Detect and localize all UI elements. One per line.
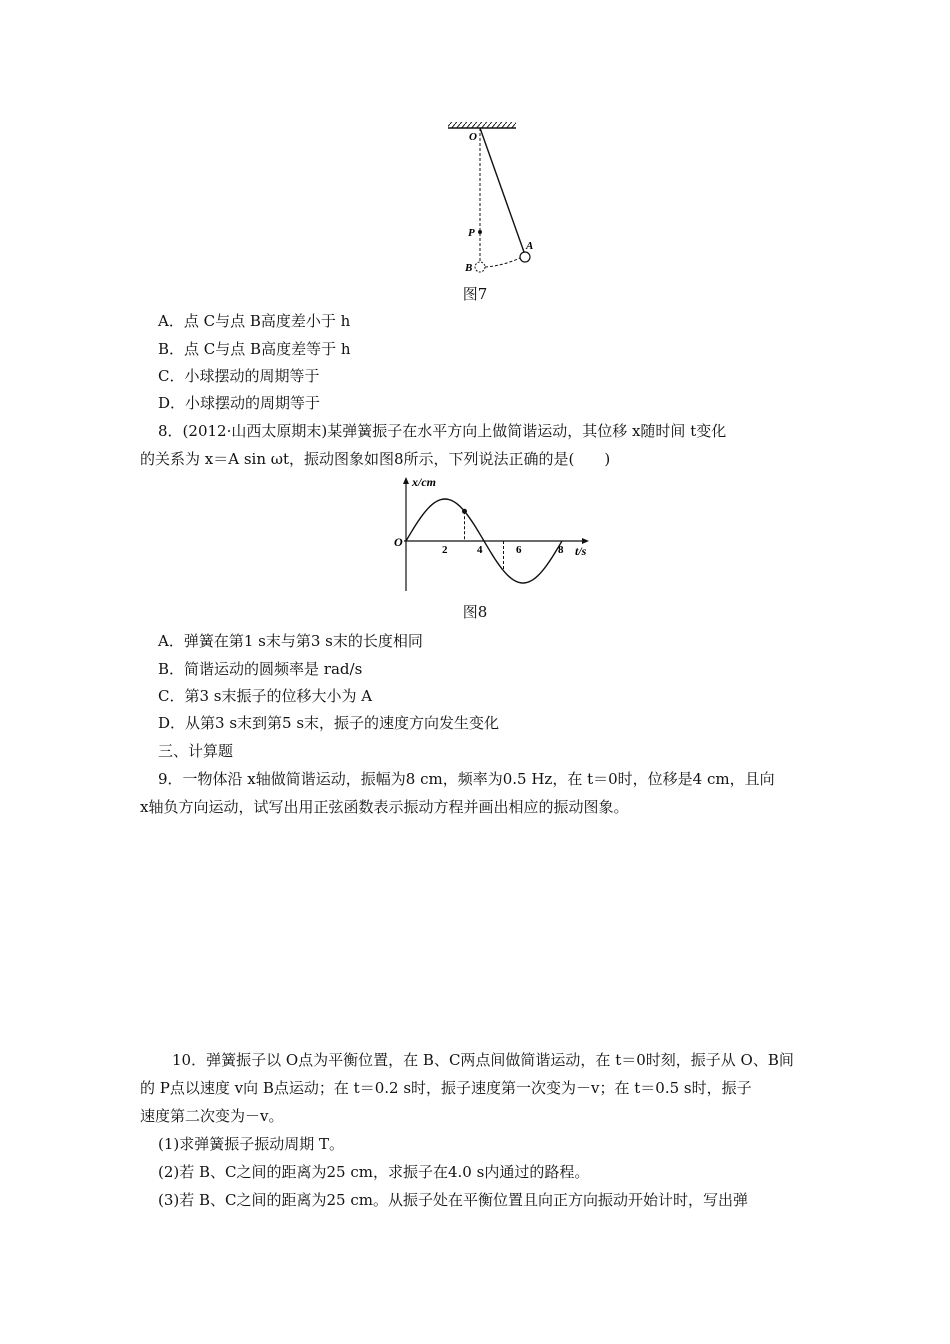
point-t3: [462, 509, 467, 514]
figure-8-caption: 图8: [462, 603, 488, 621]
q7-option-d: D．小球摆动的周期等于: [158, 394, 321, 412]
q10-line1: 10．弹簧振子以 O点为平衡位置，在 B、C两点间做简谐运动，在 t＝0时刻，振子从 O、B间: [172, 1051, 794, 1069]
tick-label-8: 8: [558, 544, 564, 556]
label-o: O: [469, 131, 477, 143]
q8-option-d: D．从第3 s末到第5 s末，振子的速度方向发生变化: [158, 714, 500, 732]
q8-option-c: C．第3 s末振子的位移大小为 A: [158, 687, 373, 705]
section-3-heading: 三、计算题: [158, 742, 234, 760]
y-axis-label: x/cm: [412, 475, 436, 489]
tick-label-6: 6: [516, 544, 522, 556]
q9-line1: 9．一物体沿 x轴做简谐运动，振幅为8 cm，频率为0.5 Hz，在 t＝0时，位移是4 cm，且向: [158, 770, 775, 788]
q9-line2: x轴负方向运动，试写出用正弦函数表示振动方程并画出相应的振动图象。: [140, 798, 629, 816]
swing-arc: [485, 258, 520, 267]
figure-8-chart: [390, 474, 605, 596]
ball-b-position: [475, 262, 485, 272]
q10-line3: 速度第二次变为－v。: [140, 1107, 284, 1125]
figure-7-caption: 图7: [462, 285, 488, 303]
label-p: P: [468, 227, 475, 239]
tick-label-2: 2: [442, 544, 448, 556]
q8-stem-line1: 8．(2012·山西太原期末)某弹簧振子在水平方向上做简谐运动，其位移 x随时间 t变化: [158, 422, 727, 440]
figure-7-pendulum: [440, 118, 550, 278]
q10-line2: 的 P点以速度 v向 B点运动；在 t＝0.2 s时，振子速度第一次变为－v；在 t＝0.5 s时，振子: [140, 1079, 752, 1097]
label-a: A: [526, 240, 534, 252]
y-axis-arrow: [403, 477, 409, 484]
peg-p: [478, 230, 482, 234]
ball-a: [520, 252, 530, 262]
origin-label: O: [394, 535, 403, 549]
q7-option-b: B．点 C与点 B高度差等于 h: [158, 340, 351, 358]
q7-option-c: C．小球摆动的周期等于: [158, 367, 320, 385]
label-b: B: [465, 262, 473, 274]
q7-option-a: A．点 C与点 B高度差小于 h: [158, 312, 351, 330]
x-axis-label: t/s: [575, 544, 587, 558]
q10-sub2: (2)若 B、C之间的距离为25 cm，求振子在4.0 s内通过的路程。: [158, 1163, 590, 1181]
q10-sub3: (3)若 B、C之间的距离为25 cm。从振子处在平衡位置且向正方向振动开始计时，写出弹: [158, 1191, 748, 1209]
q8-stem-line2: 的关系为 x＝A sin ωt，振动图象如图8所示，下列说法正确的是( ): [140, 450, 611, 468]
ceiling-hatch: [448, 122, 516, 128]
pendulum-string: [480, 128, 524, 252]
q8-option-a: A．弹簧在第1 s末与第3 s末的长度相同: [158, 632, 423, 650]
tick-label-4: 4: [477, 544, 483, 556]
q10-sub1: (1)求弹簧振子振动周期 T。: [158, 1135, 345, 1153]
q8-option-b: B．简谐运动的圆频率是 rad/s: [158, 660, 363, 678]
